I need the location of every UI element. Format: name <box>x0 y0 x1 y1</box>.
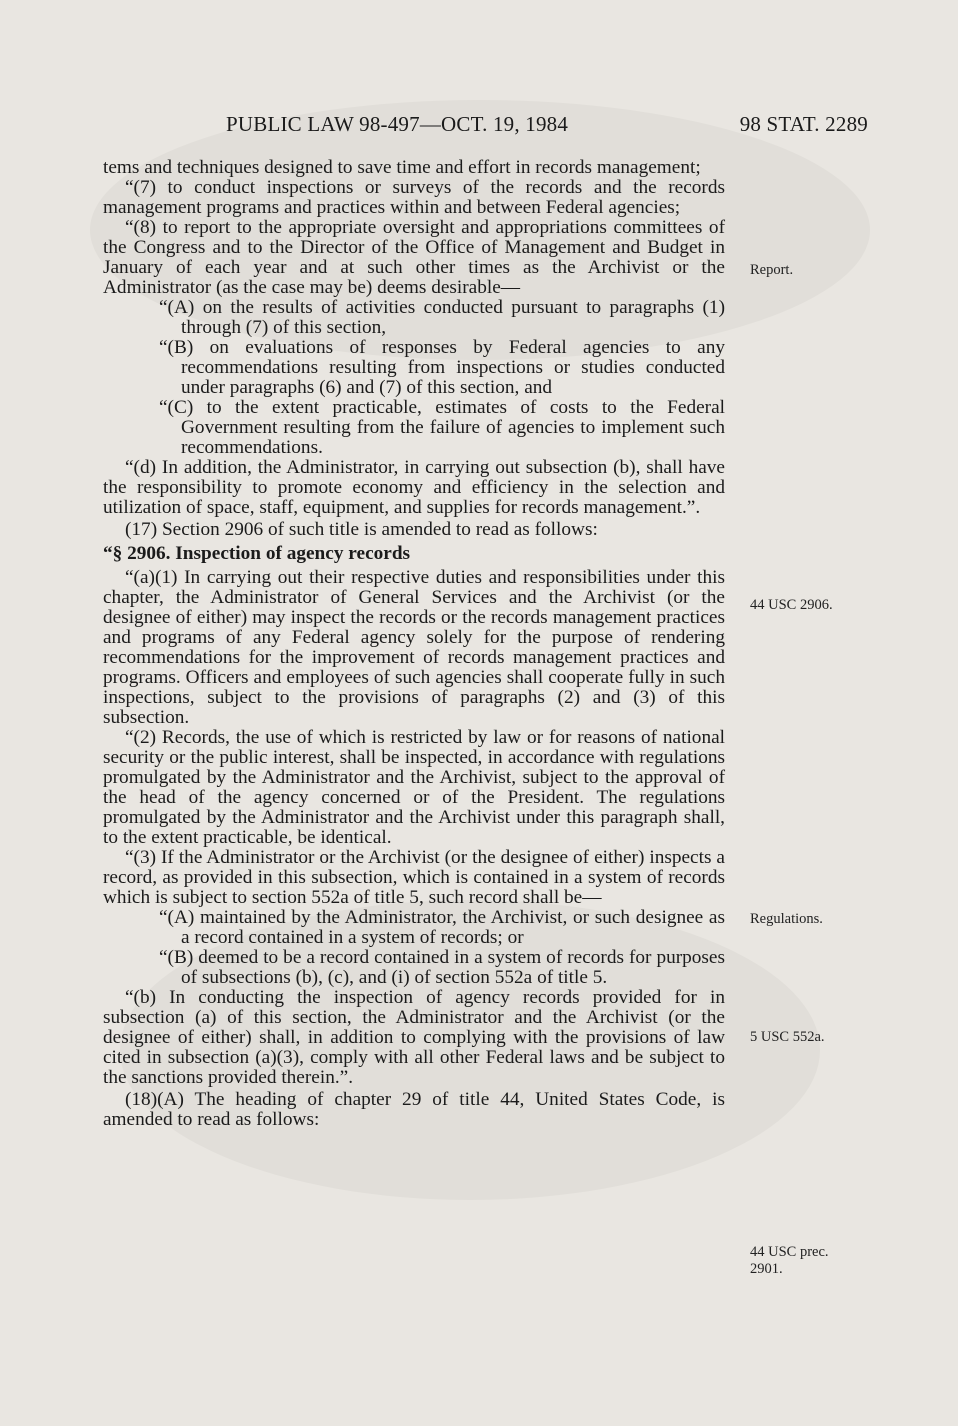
law-title: PUBLIC LAW 98-497—OCT. 19, 1984 <box>226 112 569 136</box>
margin-note: 44 USC prec. <box>750 1244 829 1260</box>
paragraph: tems and techniques designed to save time and effort in records management; <box>103 157 701 178</box>
paragraph: “(7) to conduct inspections or surveys of the records and the records management programs and practices within and between Federal agencies; <box>103 177 725 218</box>
margin-note: 44 USC 2906. <box>750 597 833 613</box>
paragraph: “(C) to the extent practicable, estimates of costs to the Federal Government resulting from the failure of agencies to implement such recommendations. <box>159 397 725 458</box>
paragraph: “(B) on evaluations of responses by Federal agencies to any recommendations resulting from inspections or studies conducted under paragraphs (6) and (7) of this section, and <box>159 337 725 398</box>
paragraph: “(8) to report to the appropriate oversight and appropriations committees of the Congress and to the Director of the Office of Management and Budget in January of each year and at such other times as the Archivist or the Administrator (as the case may be) deems desirable— <box>103 217 725 298</box>
paragraph: “(A) maintained by the Administrator, the Archivist, or such designee as a record contained in a system of records; or <box>159 907 725 948</box>
paragraph: “(2) Records, the use of which is restricted by law or for reasons of national security or the public interest, shall be inspected, in accordance with regulations promulgated by the Administrator and the Archivist, subject to the approval of the head of the agency concerned or of the President. The regulations promulgated by the Administrator and the Archivist under this paragraph shall, to the extent practicable, be identical. <box>103 727 725 848</box>
paragraph: (17) Section 2906 of such title is amended to read as follows: <box>125 519 598 540</box>
section-heading: “§ 2906. Inspection of agency records <box>103 543 411 564</box>
margin-note: 5 USC 552a. <box>750 1029 825 1045</box>
paragraph: “(a)(1) In carrying out their respective duties and responsibilities under this chapter, the Administrator of General Services and the Archivist (or the designee of either) may inspect the records or the records management practices and programs of any Federal agency solely for the purpose of rendering recommendations for the improvement of records management practices and programs. Officers and employees of such agencies shall cooperate fully in such inspections, subject to the provisions of paragraphs (2) and (3) of this subsection. <box>103 567 725 728</box>
paragraph: “(b) In conducting the inspection of agency records provided for in subsection (a) of this section, the Administrator and the Archivist (or the designee of either) shall, in addition to complying with the provisions of law cited in subsection (a)(3), comply with all other Federal laws and be subject to the sanctions provided therein.”. <box>103 987 725 1088</box>
running-header <box>100 112 868 142</box>
margin-note: Regulations. <box>750 911 823 927</box>
paragraph: (18)(A) The heading of chapter 29 of title 44, United States Code, is amended to read as follows: <box>103 1089 725 1130</box>
paragraph: “(3) If the Administrator or the Archivist (or the designee of either) inspects a record, as provided in this subsection, which is contained in a system of records which is subject to section 552a of title 5, such record shall be— <box>103 847 725 908</box>
margin-note: Report. <box>750 262 794 278</box>
statute-page-number: 98 STAT. 2289 <box>739 112 868 136</box>
paragraph: “(d) In addition, the Administrator, in carrying out subsection (b), shall have the responsibility to promote economy and efficiency in the selection and utilization of space, staff, equipment, and supplies for records management.”. <box>103 457 725 518</box>
margin-note: 2901. <box>750 1261 783 1277</box>
paragraph: “(A) on the results of activities conducted pursuant to paragraphs (1) through (7) of this section, <box>159 297 725 338</box>
body-text <box>103 158 725 1130</box>
paragraph: “(B) deemed to be a record contained in a system of records for purposes of subsections (b), (c), and (i) of section 552a of title 5. <box>159 947 725 988</box>
